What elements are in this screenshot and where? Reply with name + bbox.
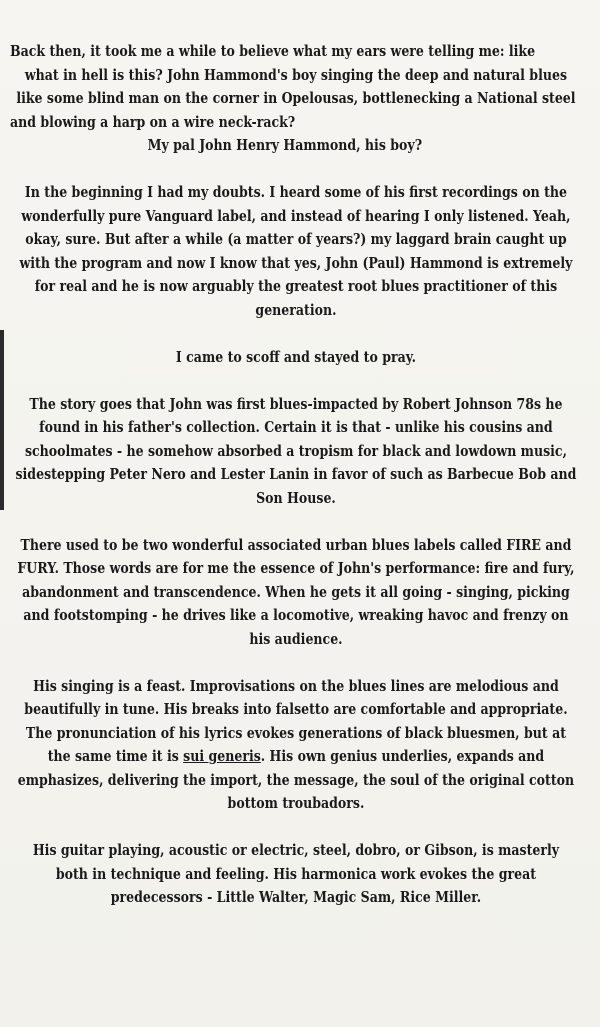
text-run: . His own genius underlies, expands and [260, 748, 545, 765]
text-line: like some blind man on the corner in Opelousas, bottlenecking a National steel [16, 90, 576, 107]
text-line: with the program and now I know that yes, John (Paul) Hammond is extremely [19, 254, 573, 272]
text-line: In the beginning I had my doubts. I heard some of his first recordings on the [24, 184, 567, 201]
text-line: Son House. [256, 489, 336, 507]
paragraph-4 [10, 393, 582, 511]
underlined-phrase: sui generis [183, 748, 261, 765]
text-line: okay, sure. But after a while (a matter of years?) my laggard brain caught up [25, 231, 567, 248]
paragraph-2 [10, 181, 582, 322]
liner-notes-text [10, 40, 582, 933]
text-line: beautifully in tune. His breaks into falsetto are comfortable and appropriate. [24, 701, 568, 718]
text-line: emphasizes, delivering the import, the message, the soul of the original cotton [17, 771, 575, 789]
left-edge-shadow [0, 330, 4, 510]
text-line: predecessors - Little Walter, Magic Sam, Rice Miller. [110, 889, 482, 906]
text-line: The story goes that John was first blues-impacted by Robert Johnson 78s he [29, 395, 563, 413]
paragraph-7 [10, 839, 582, 910]
paragraph-1 [10, 40, 582, 158]
text-line: schoolmates - he somehow absorbed a tropism for black and lowdown music, [24, 442, 567, 460]
text-line: His guitar playing, acoustic or electric, steel, dobro, or Gibson, is masterly [32, 842, 560, 859]
text-line: I came to scoff and stayed to pray. [175, 348, 416, 366]
text-run: the same time it is [47, 748, 184, 765]
text-line: his audience. [249, 630, 343, 648]
text-line: for real and he is now arguably the greatest root blues practitioner of this [34, 278, 558, 295]
text-line: abandonment and transcendence. When he gets it all going - singing, picking [22, 583, 570, 601]
text-line: wonderfully pure Vanguard label, and instead of hearing I only listened. Yeah, [21, 207, 571, 225]
text-line: There used to be two wonderful associated urban blues labels called FIRE and [20, 536, 572, 554]
paragraph-5 [10, 534, 582, 652]
text-line: and blowing a harp on a wire neck-rack? [10, 113, 296, 131]
text-line: and footstomping - he drives like a locomotive, wreaking havoc and frenzy on [23, 607, 569, 624]
text-line: what in hell is this? John Hammond's boy singing the deep and natural blues [24, 66, 568, 84]
text-line: sidestepping Peter Nero and Lester Lanin in favor of such as Barbecue Bob and [15, 466, 577, 483]
text-line: His singing is a feast. Improvisations on the blues lines are melodious and [33, 677, 559, 695]
text-line: generation. [255, 301, 337, 319]
text-line: found in his father's collection. Certain it is that - unlike his cousins and [39, 419, 553, 436]
paragraph-3 [10, 346, 582, 370]
text-line-indented: My pal John Henry Hammond, his boy? [147, 137, 423, 154]
text-line: FURY. Those words are for me the essence of John's performance: fire and fury, [17, 560, 575, 577]
text-line: The pronunciation of his lyrics evokes generations of black bluesmen, but at [25, 724, 567, 742]
text-line: bottom troubadors. [227, 795, 365, 812]
text-line: both in technique and feeling. His harmonica work evokes the great [55, 865, 537, 883]
text-line: Back then, it took me a while to believe what my ears were telling me: like [10, 43, 536, 60]
text-line-with-underline [10, 745, 582, 769]
paragraph-6 [10, 675, 582, 816]
